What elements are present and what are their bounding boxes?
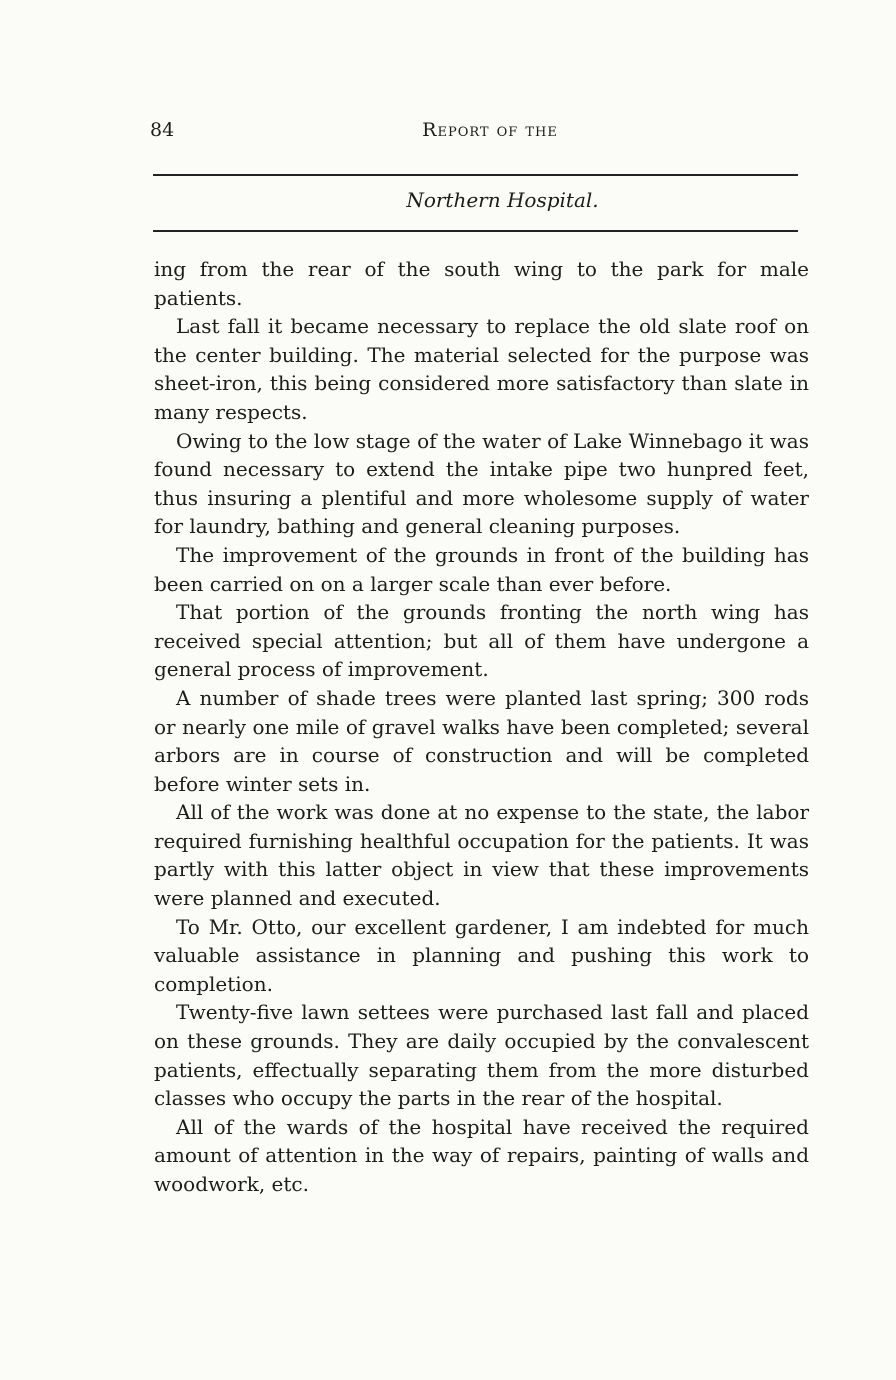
paragraph: That portion of the grounds fronting the north wing has received special attention; but all of them have undergone a general process of improvement. bbox=[154, 600, 809, 682]
paragraph: ing from the rear of the south wing to the park for male patients. bbox=[154, 257, 809, 310]
page-number: 84 bbox=[150, 119, 175, 141]
body-text bbox=[154, 255, 809, 1199]
paragraph: To Mr. Otto, our excellent gardener, I am indebted for much valuable assistance in planning and pushing this work to completion. bbox=[154, 914, 809, 996]
paragraph: All of the wards of the hospital have received the required amount of attention in the way of repairs, painting of walls and woodwork, etc. bbox=[154, 1114, 809, 1196]
header-rule-bottom bbox=[153, 230, 798, 232]
paragraph: Last fall it became necessary to replace the old slate roof on the center building. The material selected for the purpose was sheet-iron, this being considered more satisfactory than slate in many respects. bbox=[154, 314, 809, 424]
section-title: Northern Hospital. bbox=[406, 188, 599, 212]
paragraph: Twenty-five lawn settees were purchased last fall and placed on these grounds. They are daily occupied by the convalescent patients, effectually separating them from the more disturbed classes who occupy the parts in the rear of the hospital. bbox=[154, 1000, 809, 1111]
paragraph: All of the work was done at no expense to the state, the labor required furnishing healthful occupation for the patients. It was partly with this latter object in view that these improvements were planned and executed. bbox=[154, 800, 809, 911]
running-head: Report of the bbox=[422, 119, 558, 141]
header-rule-top bbox=[153, 174, 798, 176]
paragraph: A number of shade trees were planted last spring; 300 rods or nearly one mile of gravel walks have been completed; several arbors are in course of construction and will be completed before winter sets in. bbox=[154, 685, 809, 796]
paragraph: Owing to the low stage of the water of Lake Winnebago it was found necessary to extend the intake pipe two hunpred feet, thus insuring a plentiful and more wholesome supply of water for laundry, bathing and general cleaning purposes. bbox=[154, 428, 809, 539]
paragraph: The improvement of the grounds in front of the building has been carried on on a larger scale than ever before. bbox=[154, 542, 809, 596]
